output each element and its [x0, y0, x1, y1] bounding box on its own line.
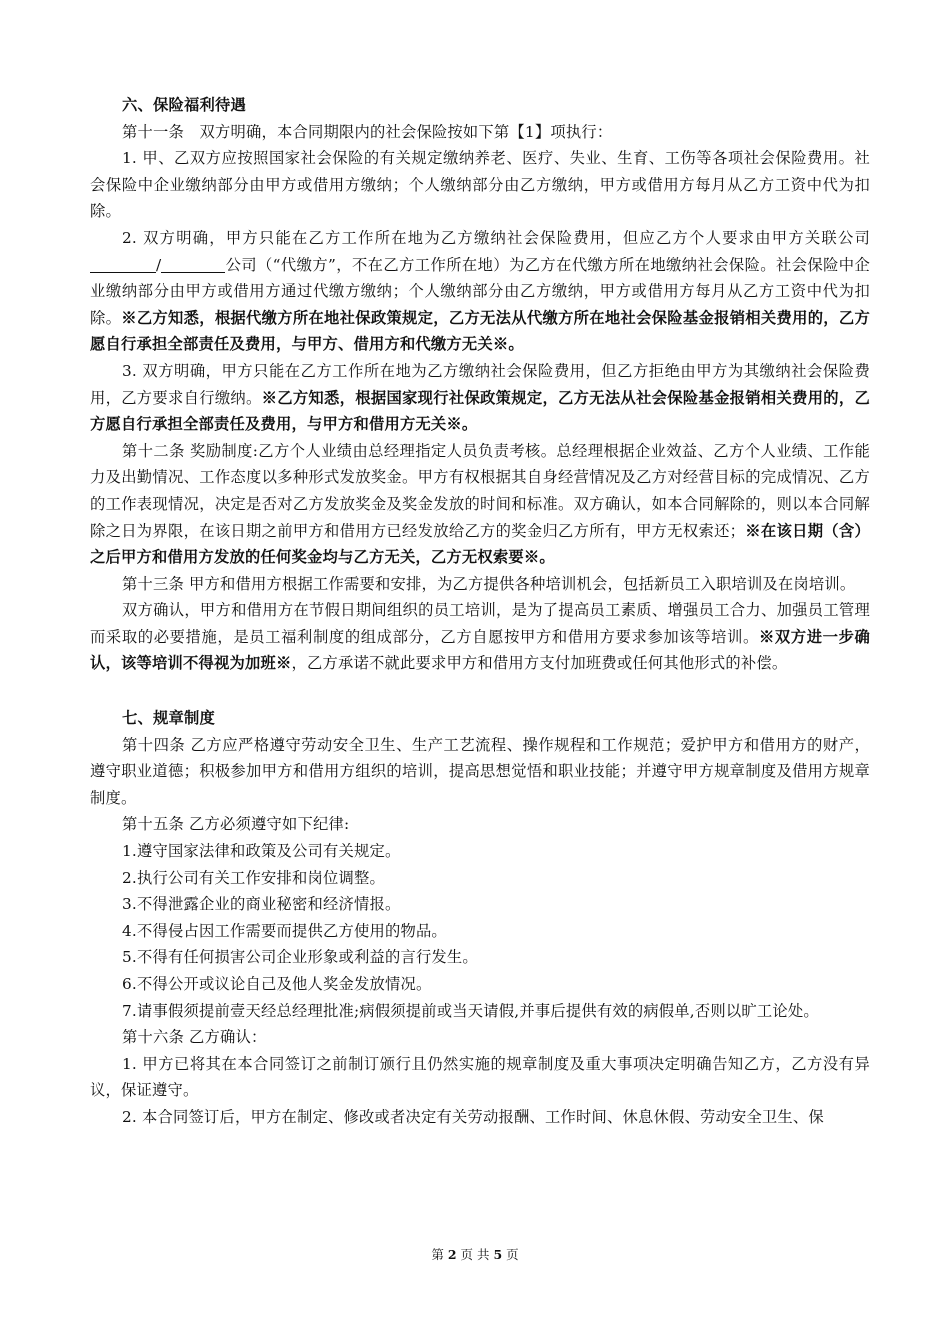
- article-11-item-2-text-a: 2. 双方明确，甲方只能在乙方工作所在地为乙方缴纳社会保险费用，但应乙方个人要求由甲方关联公司: [122, 228, 870, 247]
- article-13-para-2: [90, 597, 870, 677]
- section-heading-insurance: 六、保险福利待遇: [122, 96, 246, 114]
- footer-prefix: 第: [431, 1247, 444, 1262]
- article-13: 第十三条 甲方和借用方根据工作需要和安排，为乙方提供各种培训机会，包括新员工入职培训及在岗培训。: [122, 574, 856, 593]
- discipline-item: 6.不得公开或议论自己及他人奖金发放情况。: [122, 975, 432, 993]
- article-11-item-1: 1. 甲、乙双方应按照国家社会保险的有关规定缴纳养老、医疗、失业、生育、工伤等各项社会保险费用。社会保险中企业缴纳部分由甲方或借用方缴纳；个人缴纳部分由乙方缴纳，甲方或借用方每月从乙方工资中代为扣除。: [90, 149, 870, 221]
- article-11-item-2: [90, 225, 870, 358]
- article-11-item-3-text: 3. 双方明确，甲方只能在乙方工作所在地为乙方缴纳社会保险费用，但乙方拒绝由甲方为其缴纳社会保险费用，乙方要求自行缴纳。: [90, 361, 870, 407]
- discipline-item: 2.执行公司有关工作安排和岗位调整。: [122, 868, 385, 887]
- discipline-item: 3.不得泄露企业的商业秘密和经济情报。: [122, 895, 401, 914]
- page-footer: [0, 1245, 950, 1263]
- discipline-item: 4.不得侵占因工作需要而提供乙方使用的物品。: [122, 921, 447, 940]
- discipline-item: 5.不得有任何损害公司企业形象或利益的言行发生。: [122, 948, 478, 967]
- blank-field-left: [90, 256, 156, 272]
- blank-separator: /: [156, 255, 162, 274]
- article-11-item-2-text-b: 公司（“代缴方”，不在乙方工作所在地）为乙方在代缴方所在地缴纳社会保险。社会保险中企业缴纳部分由甲方或借用方通过代缴方缴纳；个人缴纳部分由乙方缴纳，甲方或借用方每月从乙方工资中代为扣除。: [90, 255, 870, 327]
- discipline-item: 7.请事假须提前壹天经总经理批准;病假须提前或当天请假,并事后提供有效的病假单,否则以旷工论处。: [122, 1001, 819, 1020]
- article-12: [90, 438, 870, 571]
- article-15-intro: 第十五条 乙方必须遵守如下纪律:: [122, 815, 350, 834]
- article-11-intro: 第十一条 双方明确，本合同期限内的社会保险按如下第【1】项执行：: [122, 122, 613, 141]
- footer-middle: 页 共: [460, 1247, 490, 1262]
- article-16-item-2: 2. 本合同签订后，甲方在制定、修改或者决定有关劳动报酬、工作时间、休息休假、劳动安全卫生、保: [122, 1107, 824, 1126]
- article-12-bold: ※在该日期（含）之后甲方和借用方发放的任何奖金均与乙方无关，乙方无权索要※。: [90, 521, 871, 567]
- discipline-item: 1.遵守国家法律和政策及公司有关规定。: [122, 842, 401, 861]
- page-number: 2: [447, 1247, 457, 1262]
- section-heading-rules: 七、规章制度: [122, 709, 215, 728]
- blank-field-right: [161, 256, 225, 272]
- article-11-item-2-bold: ※乙方知悉，根据代缴方所在地社保政策规定，乙方无法从代缴方所在地社会保险基金报销相关费用的，乙方愿自行承担全部责任及费用，与甲方、借用方和代缴方无关※。: [90, 308, 871, 354]
- article-13-para-2-text: 双方确认，甲方和借用方在节假日期间组织的员工培训，是为了提高员工素质、增强员工合力、加强员工管理而采取的必要措施，是员工福利制度的组成部分，乙方自愿按甲方和借用方要求参加该等培训。: [90, 601, 870, 646]
- document-page: [90, 92, 870, 1131]
- article-13-para-2-end: ，乙方承诺不就此要求甲方和借用方支付加班费或任何其他形式的补偿。: [291, 654, 788, 673]
- section-gap: [90, 677, 870, 705]
- article-13-para-2-bold: ※双方进一步确认，该等培训不得视为加班※: [90, 627, 870, 673]
- article-11-item-3: [90, 358, 870, 438]
- page-total: 5: [493, 1247, 503, 1262]
- footer-suffix: 页: [506, 1247, 519, 1262]
- article-11-item-3-bold: ※乙方知悉，根据国家现行社保政策规定，乙方无法从社会保险基金报销相关费用的，乙方愿自行承担全部责任及费用，与甲方和借用方无关※。: [90, 388, 870, 434]
- article-16-item-1: 1. 甲方已将其在本合同签订之前制订颁行且仍然实施的规章制度及重大事项决定明确告知乙方，乙方没有异议，保证遵守。: [90, 1054, 870, 1100]
- article-14: 第十四条 乙方应严格遵守劳动安全卫生、生产工艺流程、操作规程和工作规范；爱护甲方和借用方的财产，遵守职业道德；积极参加甲方和借用方组织的培训，提高思想觉悟和职业技能；并遵守甲方规章制度及借用方规章制度。: [90, 735, 870, 807]
- article-16-intro: 第十六条 乙方确认：: [122, 1028, 267, 1047]
- article-12-text: 第十二条 奖励制度:乙方个人业绩由总经理指定人员负责考核。总经理根据企业效益、乙方个人业绩、工作能力及出勤情况、工作态度以多种形式发放奖金。甲方有权根据其自身经营情况及乙方对经营目标的完成情况、乙方的工作表现情况，决定是否对乙方发放奖金及奖金发放的时间和标准。双方确认，如本合同解除的，则以本合同解除之日为界限，在该日期之前甲方和借用方已经发放给乙方的奖金归乙方所有，甲方无权索还；: [90, 441, 870, 540]
